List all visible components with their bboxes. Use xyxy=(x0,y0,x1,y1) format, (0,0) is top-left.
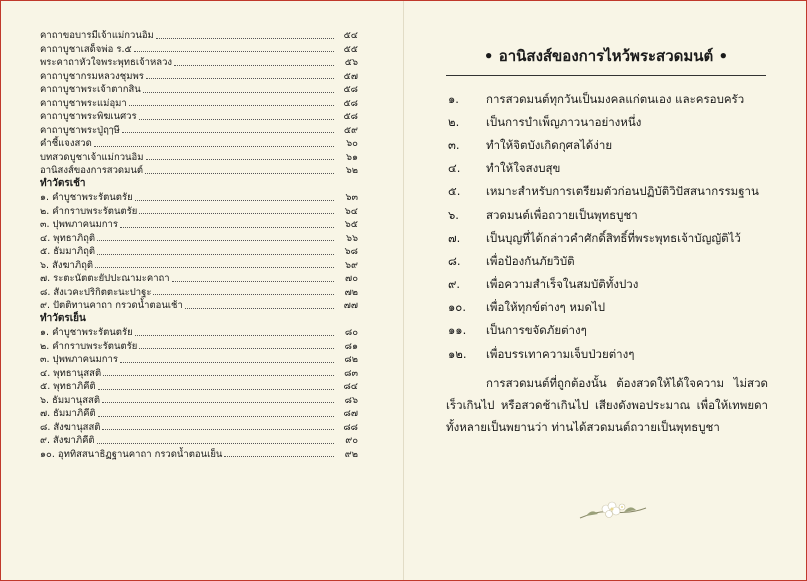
toc-general-entry xyxy=(40,68,358,82)
dot-leader xyxy=(97,254,334,255)
toc-entry-page: ๕๖ xyxy=(334,58,358,68)
toc-general-entry xyxy=(40,122,358,136)
toc-entry-title: ๖. สังฆาภิถุติ xyxy=(40,259,94,271)
toc-entry-title: ๖. ธัมมานุสสติ xyxy=(40,394,100,406)
toc-entry-title: พระคาถาหัวใจพระพุทธเจ้าหลวง xyxy=(40,57,173,68)
dot-leader xyxy=(143,92,334,93)
benefit-item xyxy=(448,181,768,204)
table-of-contents xyxy=(40,27,358,459)
toc-morning-entry xyxy=(40,216,358,230)
toc-general-entry xyxy=(40,108,358,122)
toc-entry-title: อานิสงส์ของการสวดมนต์ xyxy=(40,165,144,176)
benefit-text: ทำให้ใจสงบสุข xyxy=(486,161,561,176)
toc-entry-page: ๕๙ xyxy=(334,126,358,136)
toc-entry-title: ๔. พุทธาภิถุติ xyxy=(40,232,96,244)
dot-leader xyxy=(139,213,334,214)
toc-entry-title: ๑. คำบูชาพระรัตนตรัย xyxy=(40,192,133,203)
benefit-number: ๑. xyxy=(448,91,459,106)
toc-entry-title: ๑๐. อุททิสสนาธิฏฐานคาถา กรวดน้ำตอนเย็น xyxy=(40,448,223,460)
toc-group-evening xyxy=(40,324,358,459)
title-underline xyxy=(446,75,766,76)
toc-general-entry xyxy=(40,149,358,163)
benefit-text: เป็นการบำเพ็ญภาวนาอย่างหนึ่ง xyxy=(486,114,642,129)
toc-entry-title: คาถาขอบารมีเจ้าแม่กวนอิม xyxy=(40,30,154,41)
benefit-item xyxy=(448,88,768,111)
toc-group-morning xyxy=(40,189,358,311)
toc-entry-title: คาถาบูชากรมหลวงชุมพร xyxy=(40,70,144,82)
toc-entry-title: ๒. คำกราบพระรัตนตรัย xyxy=(40,205,138,217)
benefit-text: เพื่อความสำเร็จในสมบัติทั้งปวง xyxy=(486,277,639,292)
toc-general-entry xyxy=(40,41,358,55)
dot-leader xyxy=(98,389,334,390)
toc-entry-page: ๕๘ xyxy=(334,85,358,95)
page-title: • อานิสงส์ของการไหว้พระสวดมนต์ • xyxy=(483,47,729,65)
benefits-list xyxy=(448,88,768,366)
toc-morning-entry xyxy=(40,284,358,298)
benefit-number: ๘. xyxy=(448,253,461,268)
toc-heading-morning: ทำวัตรเช้า xyxy=(40,178,86,189)
toc-entry-page: ๙๒ xyxy=(334,450,358,460)
benefit-text: เหมาะสำหรับการเตรียมตัวก่อนปฏิบัติวิปัสสนากรรมฐาน xyxy=(486,184,759,199)
toc-entry-title: บทสวดบูชาเจ้าแม่กวนอิม xyxy=(40,151,144,163)
toc-evening-entry xyxy=(40,392,358,406)
benefit-number: ๕. xyxy=(448,184,461,199)
toc-group-general xyxy=(40,27,358,176)
toc-entry-page: ๗๐ xyxy=(334,274,358,284)
dot-leader xyxy=(185,308,334,309)
dot-leader xyxy=(139,119,334,120)
benefit-text: ทำให้จิตบังเกิดกุศลได้ง่าย xyxy=(486,137,613,152)
toc-general-entry xyxy=(40,54,358,68)
benefit-text: สวดมนต์เพื่อถวายเป็นพุทธบูชา xyxy=(486,207,638,222)
toc-entry-title: ๗. ระตะนัตตะยัปปะณามะคาถา xyxy=(40,273,170,284)
toc-entry-page: ๘๗ xyxy=(334,409,358,419)
toc-evening-entry xyxy=(40,432,358,446)
toc-morning-entry xyxy=(40,297,358,311)
toc-morning-entry xyxy=(40,230,358,244)
toc-morning-entry xyxy=(40,243,358,257)
toc-entry-page: ๗๒ xyxy=(334,288,358,298)
benefit-item xyxy=(448,111,768,134)
closing-paragraph: การสวดมนต์ที่ถูกต้องนั้น ต้องสวดให้ได้ใจความ ไม่สวดเร็วเกินไป หรือสวดช้าเกินไป เสียงดังพอประมาณ เพื่อให้เทพยดาทั้งหลายเป็นพยานว่า ท่านได้สวดมนต์ถวายเป็นพุทธบูชา xyxy=(446,376,768,434)
toc-entry-title: ๓. ปุพพภาคนมการ xyxy=(40,219,118,230)
flower-ornament-icon xyxy=(578,494,648,524)
benefit-number: ๑๒. xyxy=(448,346,467,361)
toc-general-entry xyxy=(40,95,358,109)
benefit-item xyxy=(448,320,768,343)
dot-leader xyxy=(95,267,334,268)
benefit-item xyxy=(448,250,768,273)
dot-leader xyxy=(146,78,334,79)
toc-entry-title: คาถาบูชาเสด็จพ่อ ร.๕ xyxy=(40,43,132,55)
toc-entry-page: ๖๔ xyxy=(334,207,358,217)
dot-leader xyxy=(97,443,334,444)
toc-entry-page: ๕๕ xyxy=(334,45,358,55)
dot-leader xyxy=(146,159,335,160)
toc-entry-page: ๕๔ xyxy=(334,31,358,41)
toc-evening-entry xyxy=(40,378,358,392)
dot-leader xyxy=(135,200,334,201)
toc-entry-title: ๒. คำกราบพระรัตนตรัย xyxy=(40,340,138,352)
benefit-item xyxy=(448,204,768,227)
toc-entry-title: ๙. สังฆาภิคีติ xyxy=(40,435,95,446)
dot-leader xyxy=(97,240,334,241)
toc-morning-entry xyxy=(40,203,358,217)
toc-entry-page: ๘๒ xyxy=(334,355,358,365)
benefit-item xyxy=(448,134,768,157)
toc-evening-entry xyxy=(40,405,358,419)
toc-entry-title: ๔. พุทธานุสสติ xyxy=(40,367,102,379)
toc-entry-page: ๕๗ xyxy=(334,72,358,82)
dot-leader xyxy=(139,348,334,349)
dot-leader xyxy=(102,429,334,430)
toc-entry-page: ๖๙ xyxy=(334,261,358,271)
toc-general-entry xyxy=(40,81,358,95)
toc-entry-title: คาถาบูชาพระแม่อุมา xyxy=(40,97,127,109)
toc-heading-evening: ทำวัตรเย็น xyxy=(40,313,86,324)
dot-leader xyxy=(103,375,334,376)
benefit-number: ๙. xyxy=(448,277,461,292)
dot-leader xyxy=(122,132,334,133)
benefit-item xyxy=(448,158,768,181)
toc-entry-page: ๙๐ xyxy=(334,436,358,446)
toc-general-entry xyxy=(40,162,358,176)
dot-leader xyxy=(102,402,334,403)
dot-leader xyxy=(134,51,334,52)
dot-leader xyxy=(129,105,334,106)
toc-evening-entry xyxy=(40,446,358,460)
toc-morning-entry xyxy=(40,257,358,271)
toc-evening-entry xyxy=(40,324,358,338)
toc-entry-title: คาถาบูชาพระปู่ฤๅษี xyxy=(40,124,120,136)
toc-morning-entry xyxy=(40,270,358,284)
toc-evening-entry xyxy=(40,338,358,352)
dot-leader xyxy=(94,146,334,147)
dot-leader xyxy=(174,65,334,66)
benefit-number: ๒. xyxy=(448,114,460,129)
toc-entry-page: ๘๔ xyxy=(334,382,358,392)
dot-leader xyxy=(156,38,334,39)
benefit-number: ๖. xyxy=(448,207,459,222)
toc-entry-title: ๑. คำบูชาพระรัตนตรัย xyxy=(40,327,133,338)
benefit-number: ๑๐. xyxy=(448,300,466,315)
benefit-text: เพื่อป้องกันภัยวิบัติ xyxy=(486,253,575,268)
dot-leader xyxy=(135,335,334,336)
toc-entry-page: ๖๖ xyxy=(334,234,358,244)
benefit-text: เพื่อบรรเทาความเจ็บป่วยต่างๆ xyxy=(486,346,635,361)
toc-entry-title: ๓. ปุพพภาคนมการ xyxy=(40,354,118,365)
benefit-number: ๗. xyxy=(448,230,461,245)
toc-general-entry xyxy=(40,27,358,41)
toc-entry-title: ๕. ธัมมาภิถุติ xyxy=(40,246,96,257)
benefit-text: เพื่อให้ทุกข์ต่างๆ หมดไป xyxy=(486,300,606,315)
toc-entry-page: ๖๓ xyxy=(334,193,358,203)
toc-entry-title: ๘. สังเวคะปริกิตตะนะปาฐะ xyxy=(40,286,152,298)
toc-evening-entry xyxy=(40,365,358,379)
dot-leader xyxy=(172,281,334,282)
benefit-item xyxy=(448,297,768,320)
benefit-item xyxy=(448,227,768,250)
benefit-text: การสวดมนต์ทุกวันเป็นมงคลแก่ตนเอง และครอบครัว xyxy=(486,91,745,106)
toc-general-entry xyxy=(40,135,358,149)
toc-entry-title: คาถาบูชาพระพิฆเนศวร xyxy=(40,111,137,122)
toc-entry-title: คำชี้แจงสวด xyxy=(40,138,92,149)
toc-entry-page: ๘๑ xyxy=(334,342,358,352)
toc-entry-page: ๖๕ xyxy=(334,220,358,230)
benefit-item xyxy=(448,343,768,366)
toc-entry-page: ๖๒ xyxy=(334,166,358,176)
toc-entry-title: ๗. ธัมมาภิคีติ xyxy=(40,408,96,419)
toc-evening-entry xyxy=(40,351,358,365)
dot-leader xyxy=(145,173,334,174)
dot-leader xyxy=(224,456,334,457)
toc-morning-entry xyxy=(40,189,358,203)
dot-leader xyxy=(120,227,334,228)
toc-evening-entry xyxy=(40,419,358,433)
benefit-number: ๓. xyxy=(448,137,460,152)
dot-leader xyxy=(153,294,334,295)
toc-entry-title: ๕. พุทธาภิคีติ xyxy=(40,381,96,392)
toc-entry-page: ๘๖ xyxy=(334,396,358,406)
benefit-number: ๔. xyxy=(448,161,461,176)
benefit-number: ๑๑. xyxy=(448,323,467,338)
toc-entry-page: ๕๘ xyxy=(334,112,358,122)
toc-entry-title: ๘. สังฆานุสสติ xyxy=(40,421,101,433)
dot-leader xyxy=(98,416,334,417)
toc-entry-page: ๗๗ xyxy=(334,301,358,311)
benefit-text: เป็นบุญที่ได้กล่าวคำศักดิ์สิทธิ์ที่พระพุทธเจ้าบัญญัติไว้ xyxy=(486,230,741,245)
toc-entry-page: ๕๘ xyxy=(334,99,358,109)
dot-leader xyxy=(120,362,334,363)
toc-entry-page: ๖๘ xyxy=(334,247,358,257)
toc-entry-page: ๘๘ xyxy=(334,423,358,433)
toc-entry-title: ๙. ปัตติทานคาถา กรวดน้ำตอนเช้า xyxy=(40,300,183,311)
toc-entry-page: ๘๐ xyxy=(334,328,358,338)
benefit-text: เป็นการขจัดภัยต่างๆ xyxy=(486,323,587,338)
toc-entry-title: คาถาบูชาพระเจ้าตากสิน xyxy=(40,84,141,95)
toc-entry-page: ๘๓ xyxy=(334,369,358,379)
toc-entry-page: ๖๐ xyxy=(334,139,358,149)
toc-entry-page: ๖๑ xyxy=(334,153,358,163)
page-gutter xyxy=(403,1,404,580)
benefit-item xyxy=(448,274,768,297)
